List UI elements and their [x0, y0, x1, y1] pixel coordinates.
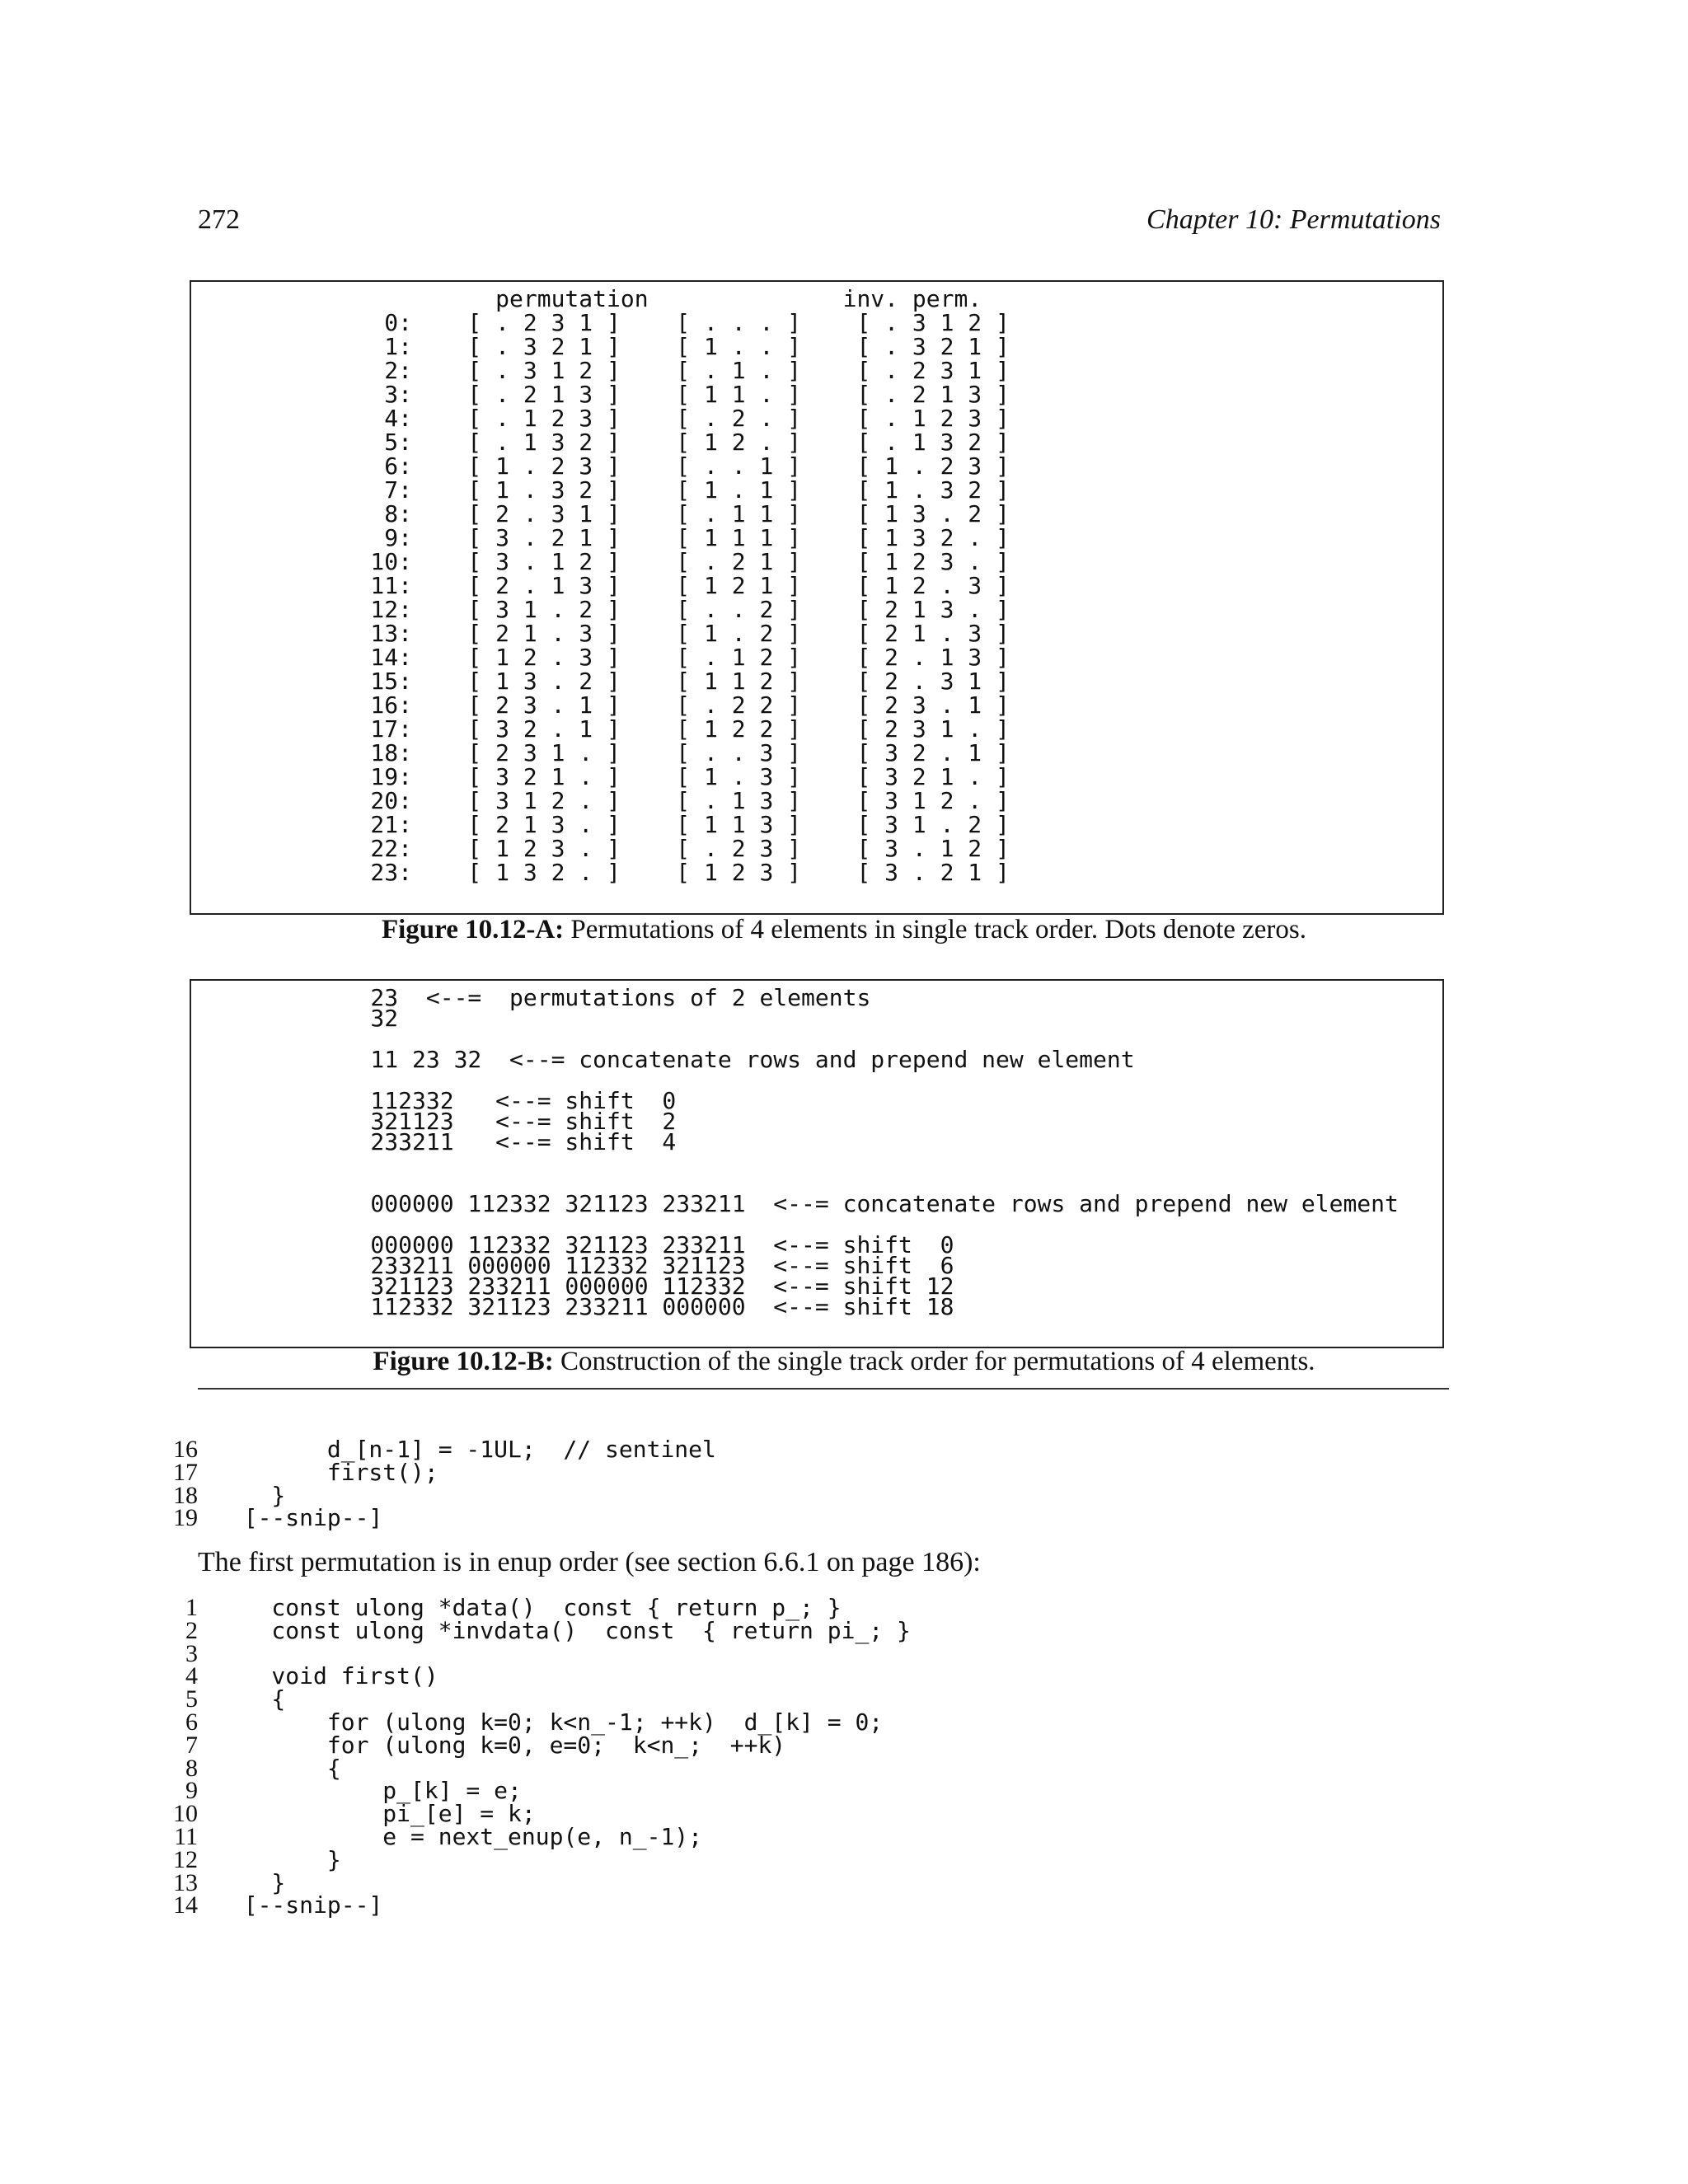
figure-b-caption-text: Construction of the single track order for permutations of 4 elements.	[553, 1347, 1315, 1376]
figure-b-caption	[0, 1347, 1688, 1377]
permutation-table: permutation inv. perm. 0: [ . 2 3 1 ] [ . . . ] [ . 3 1 2 ] 1: [ . 3 2 1 ] [ 1 . . ] [ . 3 2 1 ] 2: [ . 3 1 2 ] [ . 1 . ] [ . 2 3 1 ] 3: [ . 2 1 3 ] [ 1 1 . ] [ . 2 1 3 ] 4: [ . 1 2 3 ] [ . 2 . ] [ . 1 2 3 ] 5: [ . 1 3 2 ] [ 1 2 . ] [ . 1 3 2 ] 6: [ 1 . 2 3 ] [ . . 1 ] [ 1 . 2 3 ] 7: [ 1 . 3 2 ] [ 1 . 1 ] [ 1 . 3 2 ] 8: [ 2 . 3 1 ] [ . 1 1 ] [ 1 3 . 2 ] 9: [ 3 . 2 1 ] [ 1 1 1 ] [ 1 3 2 . ] 10: [ 3 . 1 2 ] [ . 2 1 ] [ 1 2 3 . ] 11: [ 2 . 1 3 ] [ 1 2 1 ] [ 1 2 . 3 ] 12: [ 3 1 . 2 ] [ . . 2 ] [ 2 1 3 . ] 13: [ 2 1 . 3 ] [ 1 . 2 ] [ 2 1 . 3 ] 14: [ 1 2 . 3 ] [ . 1 2 ] [ 2 . 1 3 ] 15: [ 1 3 . 2 ] [ 1 1 2 ] [ 2 . 3 1 ] 16: [ 2 3 . 1 ] [ . 2 2 ] [ 2 3 . 1 ] 17: [ 3 2 . 1 ] [ 1 2 2 ] [ 2 3 1 . ] 18: [ 2 3 1 . ] [ . . 3 ] [ 3 2 . 1 ] 19: [ 3 2 1 . ] [ 1 . 3 ] [ 3 2 1 . ] 20: [ 3 1 2 . ] [ . 1 3 ] [ 3 1 2 . ] 21: [ 2 1 3 . ] [ 1 1 3 ] [ 3 1 . 2 ] 22: [ 1 2 3 . ] [ . 2 3 ] [ 3 . 1 2 ] 23: [ 1 3 2 . ] [ 1 2 3 ] [ 3 . 2 1 ]	[370, 285, 1010, 886]
page-number: 272	[198, 204, 240, 235]
section-divider	[198, 1388, 1449, 1390]
body-paragraph: The first permutation is in enup order (see section 6.6.1 on page 186):	[198, 1547, 981, 1577]
code-block: const ulong *data() const { return p_; } const ulong *invdata() const { return pi_; } void first() { for (ulong k=0; k<n_-1; ++k) d_[k] = 0; for (ulong k=0, e=0; k<n_; ++k) { p_[k] = e; pi_[e] = k; e = next_enup(e, n_-1); } } [--snip--]	[243, 1594, 911, 1919]
figure-a-caption-text: Permutations of 4 elements in single track order. Dots denote zeros.	[564, 915, 1307, 944]
figure-b-caption-label: Figure 10.12-B:	[373, 1347, 554, 1376]
figure-a-box	[190, 280, 1444, 915]
code-block: d_[n-1] = -1UL; // sentinel first(); } [--snip--]	[243, 1436, 716, 1532]
line-numbers: 16 17 18 19	[173, 1436, 198, 1532]
construction-text: 23 <--= permutations of 2 elements 32 11 23 32 <--= concatenate rows and prepend new element 112332 <--= shift 0 321123 <--= shift 2 233211 <--= shift 4 000000 112332 321123 233211 <--= concatenate rows and prepend new element 000000 112332 321123 233211 <--= shift 0 233211 000000 112332 321123 <--= shift 6 321123 233211 000000 112332 <--= shift 12 112332 321123 233211 000000 <--= shift 18	[370, 984, 1399, 1320]
running-title: Chapter 10: Permutations	[1146, 204, 1441, 235]
figure-b-box	[190, 979, 1444, 1348]
figure-a-caption	[0, 915, 1688, 945]
line-numbers: 1 2 3 4 5 6 7 8 9 10 11 12 13 14	[173, 1594, 198, 1919]
figure-a-caption-label: Figure 10.12-A:	[381, 915, 565, 944]
